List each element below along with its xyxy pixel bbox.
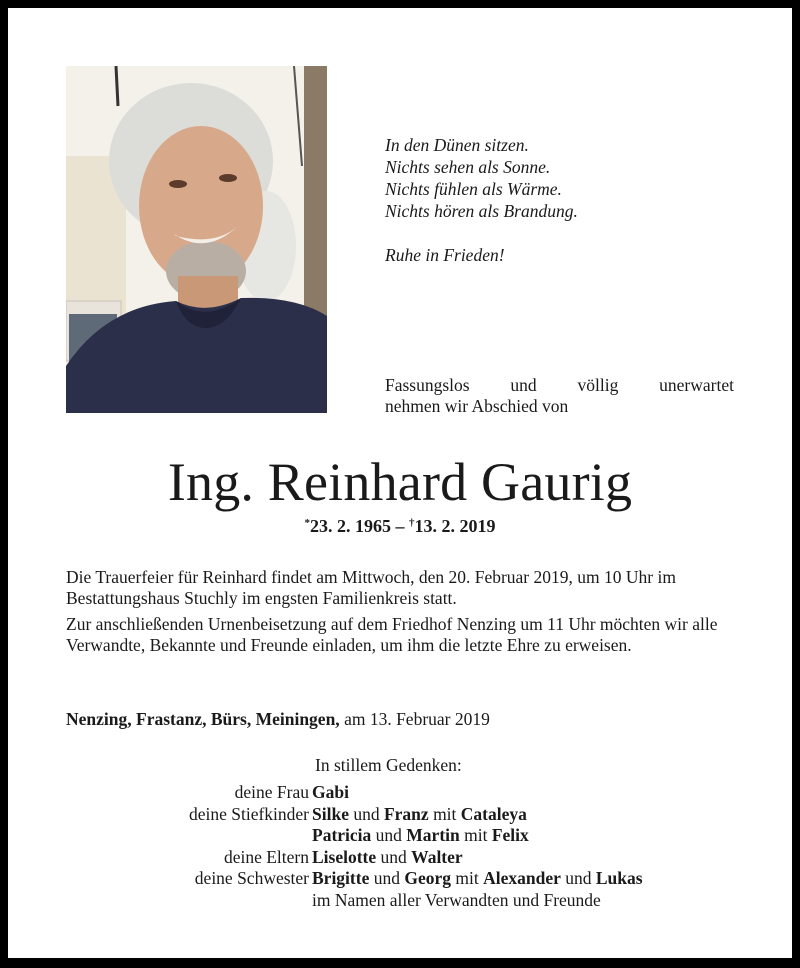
connector: und (560, 868, 596, 888)
ceremony-paragraph: Die Trauerfeier für Reinhard findet am Mittwoch, den 20. Februar 2019, um 10 Uhr im Bestattungshaus Stuchly im engsten Familienkreis statt. (66, 567, 676, 608)
intro-word: Fassungslos (385, 375, 470, 395)
family-list (66, 782, 766, 911)
family-names (312, 847, 766, 869)
poem-spacer (385, 222, 578, 244)
family-row (66, 890, 766, 912)
family-name: Franz (383, 803, 429, 824)
family-name: Silke (312, 803, 349, 824)
obituary-sheet (8, 8, 792, 958)
family-row (66, 847, 766, 869)
family-name: Brigitte (312, 868, 370, 888)
family-name: Alexander (483, 868, 561, 888)
connector: und (371, 825, 407, 845)
date-separator: – (391, 516, 409, 536)
family-name: Cataleya (460, 803, 527, 824)
poem (385, 134, 578, 266)
relation-label (66, 825, 312, 847)
poem-line: In den Dünen sitzen. (385, 135, 529, 155)
death-cross-icon: † (409, 517, 415, 529)
family-name: Patricia (312, 825, 372, 845)
connector: und (348, 803, 384, 824)
family-names (312, 782, 766, 804)
memory-heading: In stillem Gedenken: (315, 755, 462, 775)
family-row (66, 782, 766, 804)
relation-label: deine Schwester (194, 868, 309, 888)
family-names (312, 890, 766, 912)
family-row (66, 868, 766, 890)
intro-line-1 (385, 375, 734, 396)
connector: und (369, 868, 405, 888)
family-name: Felix (491, 825, 529, 845)
connector: und (376, 846, 412, 867)
poem-line: Nichts fühlen als Wärme. (385, 179, 562, 199)
relation-label: deine Stiefkinder (188, 803, 309, 824)
relation-label (66, 890, 312, 912)
family-names (312, 868, 766, 890)
connector: mit (459, 825, 492, 845)
place-date-line (66, 709, 490, 730)
family-names (312, 825, 766, 847)
family-name: Gabi (312, 782, 349, 802)
relation-label: deine Eltern (223, 846, 309, 867)
portrait-photo (66, 66, 327, 413)
family-name: Liselotte (312, 846, 377, 867)
family-name: Georg (404, 868, 451, 888)
notice-date: am 13. Februar 2019 (339, 709, 490, 729)
intro-line-2: nehmen wir Abschied von (385, 396, 569, 416)
birth-date: 23. 2. 1965 (310, 516, 391, 536)
intro-text (385, 375, 734, 417)
ceremony-details (66, 567, 736, 661)
connector: mit (428, 803, 461, 824)
family-row (66, 825, 766, 847)
portrait-illustration (66, 66, 327, 413)
birth-star-icon: * (304, 517, 310, 529)
connector: mit (451, 868, 484, 888)
death-date: 13. 2. 2019 (414, 516, 496, 536)
family-name: Martin (406, 825, 460, 845)
burial-paragraph: Zur anschließenden Urnenbeisetzung auf dem Friedhof Nenzing um 11 Uhr möchten wir alle Verwandte, Bekannte und Freunde einladen, um ihm die letzte Ehre zu erweisen. (66, 614, 718, 655)
life-dates (8, 512, 792, 537)
family-name: Walter (411, 846, 463, 867)
intro-word: völlig (577, 375, 619, 395)
closing-line: im Namen aller Verwandten und Freunde (312, 889, 601, 910)
deceased-name: Ing. Reinhard Gaurig (167, 452, 633, 512)
poem-line: Nichts sehen als Sonne. (385, 157, 551, 177)
family-names (312, 804, 766, 826)
family-name: Lukas (595, 868, 643, 888)
intro-word: und (510, 375, 537, 395)
family-row (66, 804, 766, 826)
intro-word: unerwartet (659, 375, 734, 395)
poem-closing: Ruhe in Frieden! (385, 245, 505, 265)
relation-label: deine Frau (234, 782, 309, 802)
locations: Nenzing, Frastanz, Bürs, Meiningen, (66, 709, 340, 729)
poem-line: Nichts hören als Brandung. (385, 201, 578, 221)
